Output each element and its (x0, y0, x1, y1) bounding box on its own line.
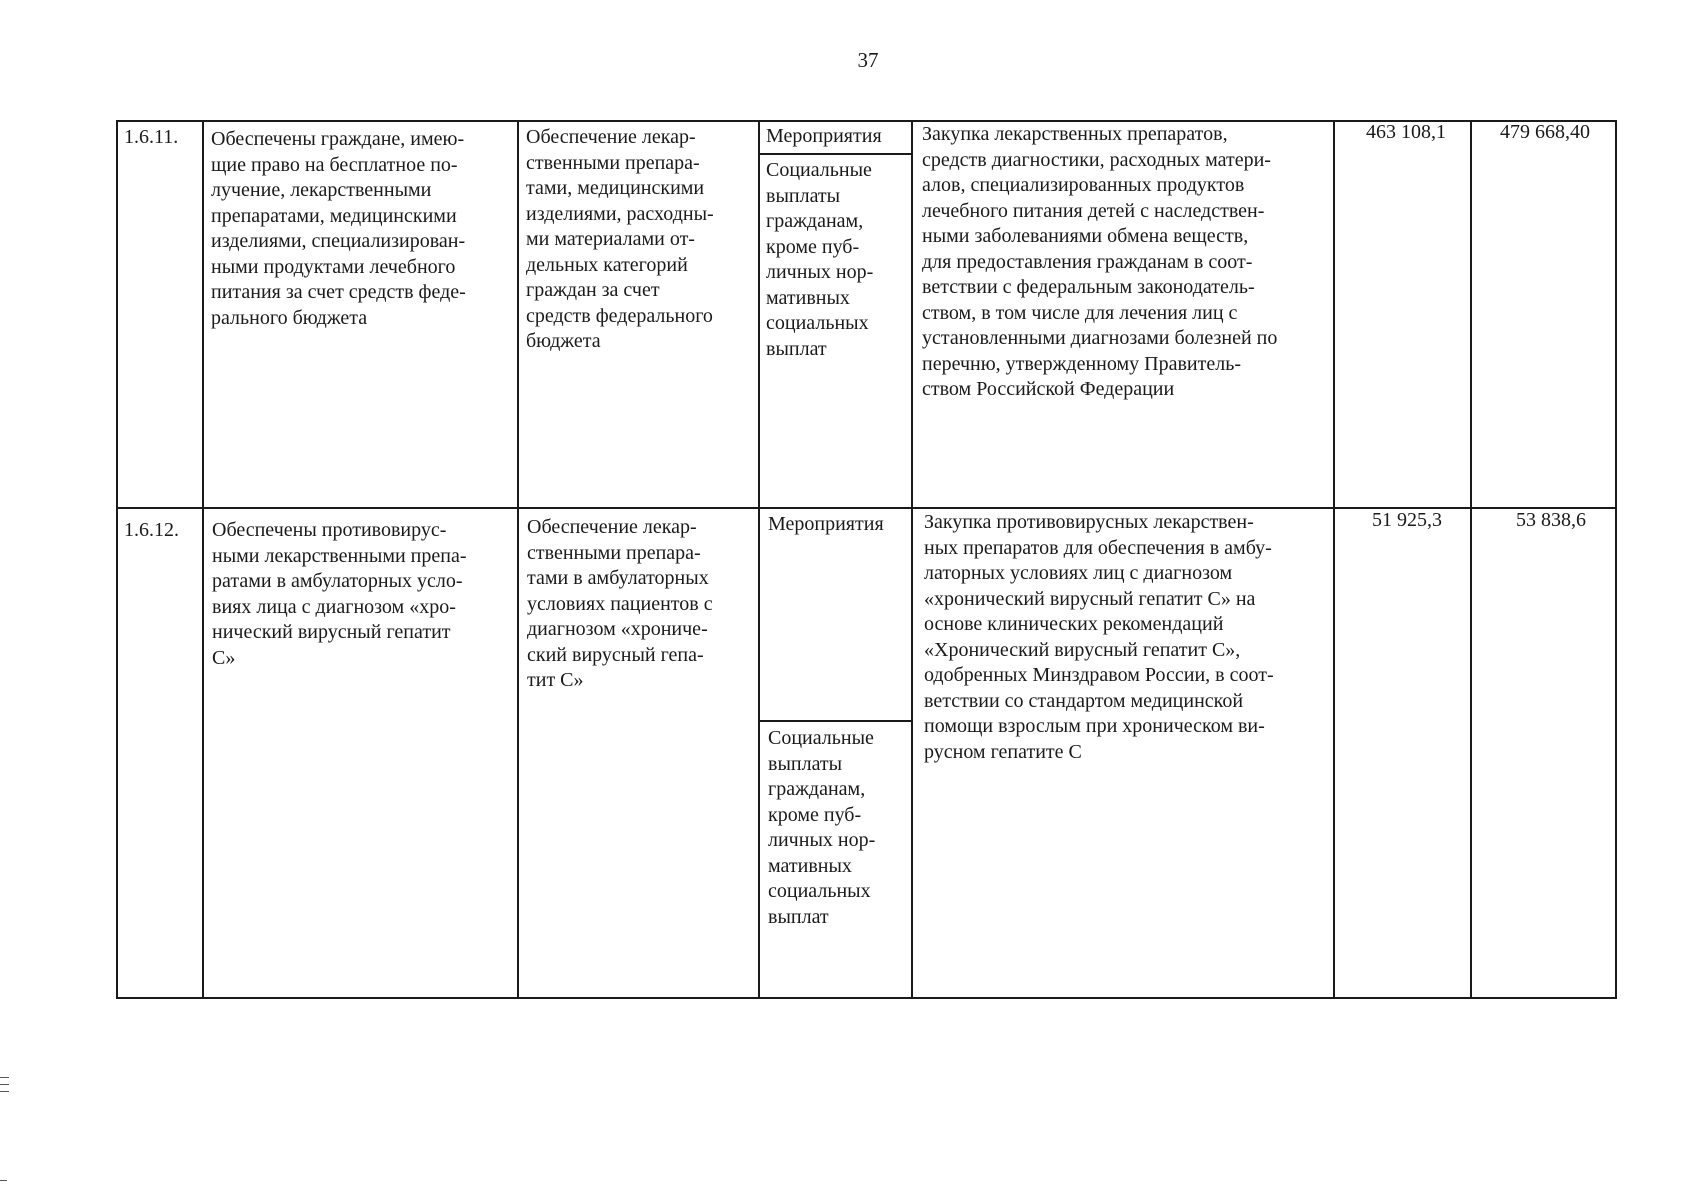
description-cell: Закупка противовирусных лекарствен- ных препаратов для обеспечения в амбу- латорных условиях лиц с диагнозом «хронический вирусный гепатит С» на основе клинических рекомендаций «Хронический вирусный гепатит С», одобренных Минздравом России, в соот- ветствии со стандартом медицинской помощи взрослым при хроническом ви- русном гепатите С (924, 511, 1274, 763)
margin-mark (0, 1180, 7, 1181)
col-divider-3 (758, 120, 760, 999)
col-divider-2 (517, 120, 519, 999)
row-number: 1.6.11. (124, 126, 179, 148)
measure-cell: Обеспечение лекар- ственными препара- тами в амбулаторных условиях пациентов с диагнозом «хрониче- ский вирусный гепа- тит С» (527, 516, 713, 691)
value-cell-1: 463 108,1 (1366, 121, 1446, 143)
type-cell-bottom: Социальные выплаты гражданам, кроме пуб- личных нор- мативных социальных выплат (768, 727, 876, 928)
description-cell: Закупка лекарственных препаратов, средств диагностики, расходных матери- алов, специализированных продуктов лечебного питания детей с наследствен- ными заболеваниями обмена веществ, для предоставления гражданам в соот- ветствии с федеральным законодатель- ством, в том числе для лечения лиц с установленными диагнозами болезней по перечню, утвержденному Правитель- ством Российской Федерации (922, 123, 1278, 400)
margin-mark (0, 1091, 9, 1092)
type-cell-top: Мероприятия (766, 125, 882, 147)
result-cell: Обеспечены граждане, имею- щие право на бесплатное по- лучение, лекарственными препаратами, медицинскими изделиями, специализирован- ными продуктами лечебного питания за счет средств феде- рального бюджета (211, 128, 466, 329)
page-number: 37 (857, 48, 879, 72)
col-divider-1 (202, 120, 204, 999)
col-divider-6 (1470, 120, 1472, 999)
measure-cell: Обеспечение лекар- ственными препара- тами, медицинскими изделиями, расходны- ми материалами от- дельных категорий граждан за счет средств федерального бюджета (526, 126, 714, 352)
row-number: 1.6.12. (124, 519, 179, 541)
type-cell-top: Мероприятия (768, 513, 884, 535)
type-subdivider-row2 (759, 720, 912, 722)
value-cell-2: 479 668,40 (1500, 121, 1590, 143)
result-cell: Обеспечены противовирус- ными лекарственными препа- ратами в амбулаторных усло- виях лица с диагнозом «хро- нический вирусный гепатит С» (212, 519, 467, 669)
col-divider-5 (1333, 120, 1335, 999)
type-cell-bottom: Социальные выплаты гражданам, кроме пуб- личных нор- мативных социальных выплат (766, 159, 874, 360)
margin-mark (0, 1084, 9, 1085)
table-right-border (1615, 120, 1617, 999)
table-bottom-border (116, 997, 1617, 999)
table-left-border (116, 120, 118, 999)
margin-mark (0, 1077, 9, 1078)
col-divider-4 (911, 120, 913, 999)
value-cell-1: 51 925,3 (1372, 509, 1442, 531)
type-subdivider-row1 (759, 153, 912, 155)
value-cell-2: 53 838,6 (1516, 509, 1586, 531)
